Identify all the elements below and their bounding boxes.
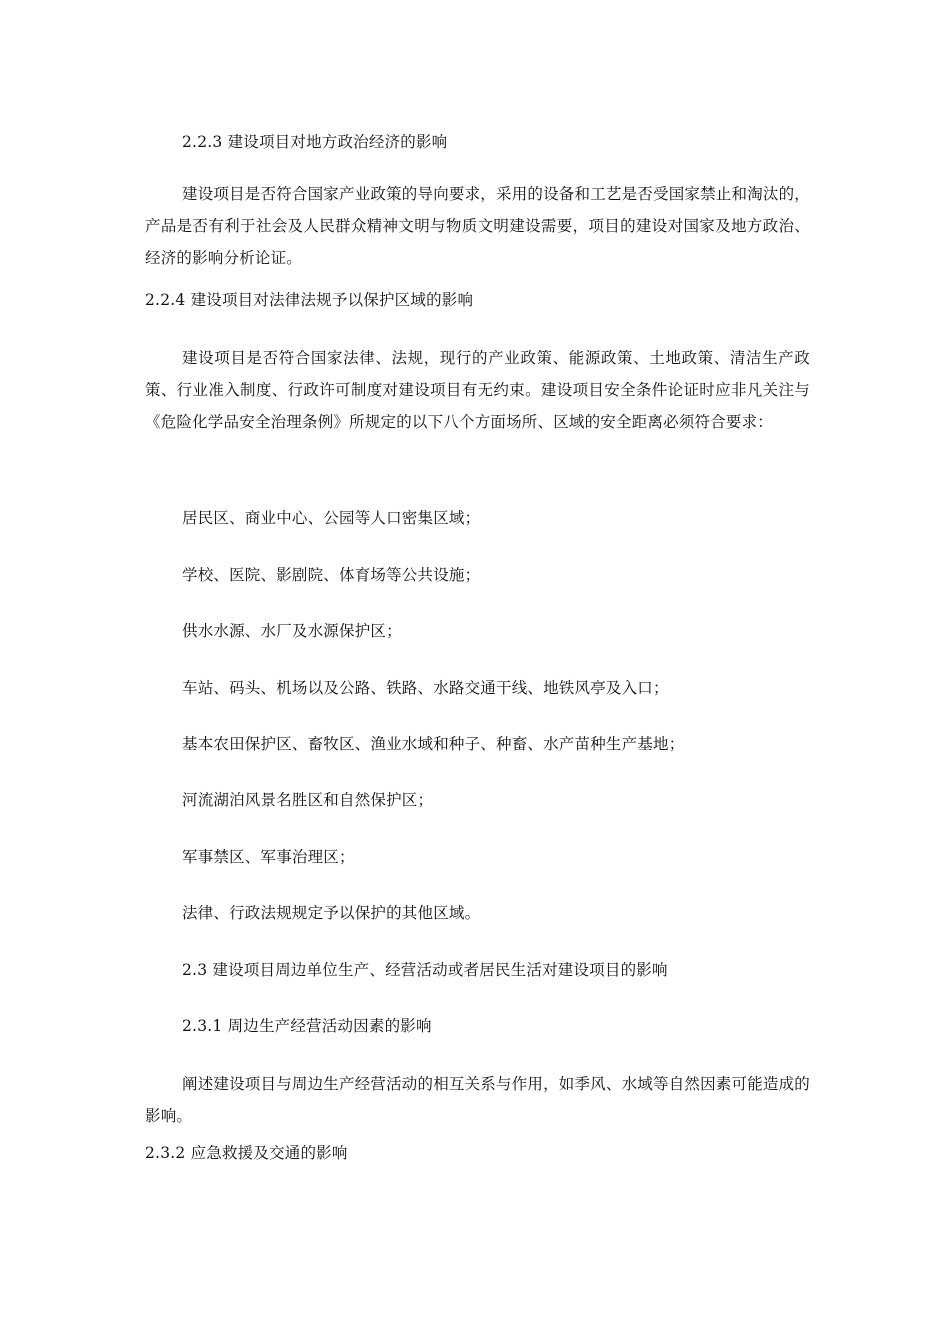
list-item: 车站、码头、机场以及公路、铁路、水路交通干线、地铁风亭及入口； bbox=[182, 679, 669, 697]
list-item: 军事禁区、军事治理区； bbox=[182, 848, 355, 866]
section-heading-2-3: 2.3 建设项目周边单位生产、经营活动或者居民生活对建设项目的影响 bbox=[182, 961, 668, 979]
paragraph-2-2-3: 建设项目是否符合国家产业政策的导向要求，采用的设备和工艺是否受国家禁止和淘汰的，产品是否有利于社会及人民群众精神文明与物质文明建设需要，项目的建设对国家及地方政治、经济的影响分析论证。 bbox=[145, 185, 811, 267]
list-item: 法律、行政法规规定予以保护的其他区域。 bbox=[182, 904, 481, 922]
section-heading-2-2-4: 2.2.4 建设项目对法律法规予以保护区域的影响 bbox=[145, 291, 474, 309]
list-item: 学校、医院、影剧院、体育场等公共设施； bbox=[182, 566, 481, 584]
paragraph-2-3-1: 阐述建设项目与周边生产经营活动的相互关系与作用，如季风、水域等自然因素可能造成的影响。 bbox=[145, 1075, 811, 1125]
list-item: 河流湖泊风景名胜区和自然保护区； bbox=[182, 791, 434, 809]
list-item: 居民区、商业中心、公园等人口密集区域； bbox=[182, 509, 481, 527]
section-heading-2-3-1: 2.3.1 周边生产经营活动因素的影响 bbox=[182, 1017, 432, 1035]
list-item: 基本农田保护区、畜牧区、渔业水域和种子、种畜、水产苗种生产基地； bbox=[182, 735, 685, 753]
section-heading-2-2-3: 2.2.3 建设项目对地方政治经济的影响 bbox=[182, 133, 448, 151]
section-heading-2-3-2: 2.3.2 应急救援及交通的影响 bbox=[145, 1144, 348, 1162]
list-item: 供水水源、水厂及水源保护区； bbox=[182, 622, 402, 640]
paragraph-2-2-4: 建设项目是否符合国家法律、法规，现行的产业政策、能源政策、土地政策、清洁生产政策、行业准入制度、行政许可制度对建设项目有无约束。建设项目安全条件论证时应非凡关注与《危险化学品安全治理条例》所规定的以下八个方面场所、区域的安全距离必须符合要求： bbox=[145, 349, 810, 431]
